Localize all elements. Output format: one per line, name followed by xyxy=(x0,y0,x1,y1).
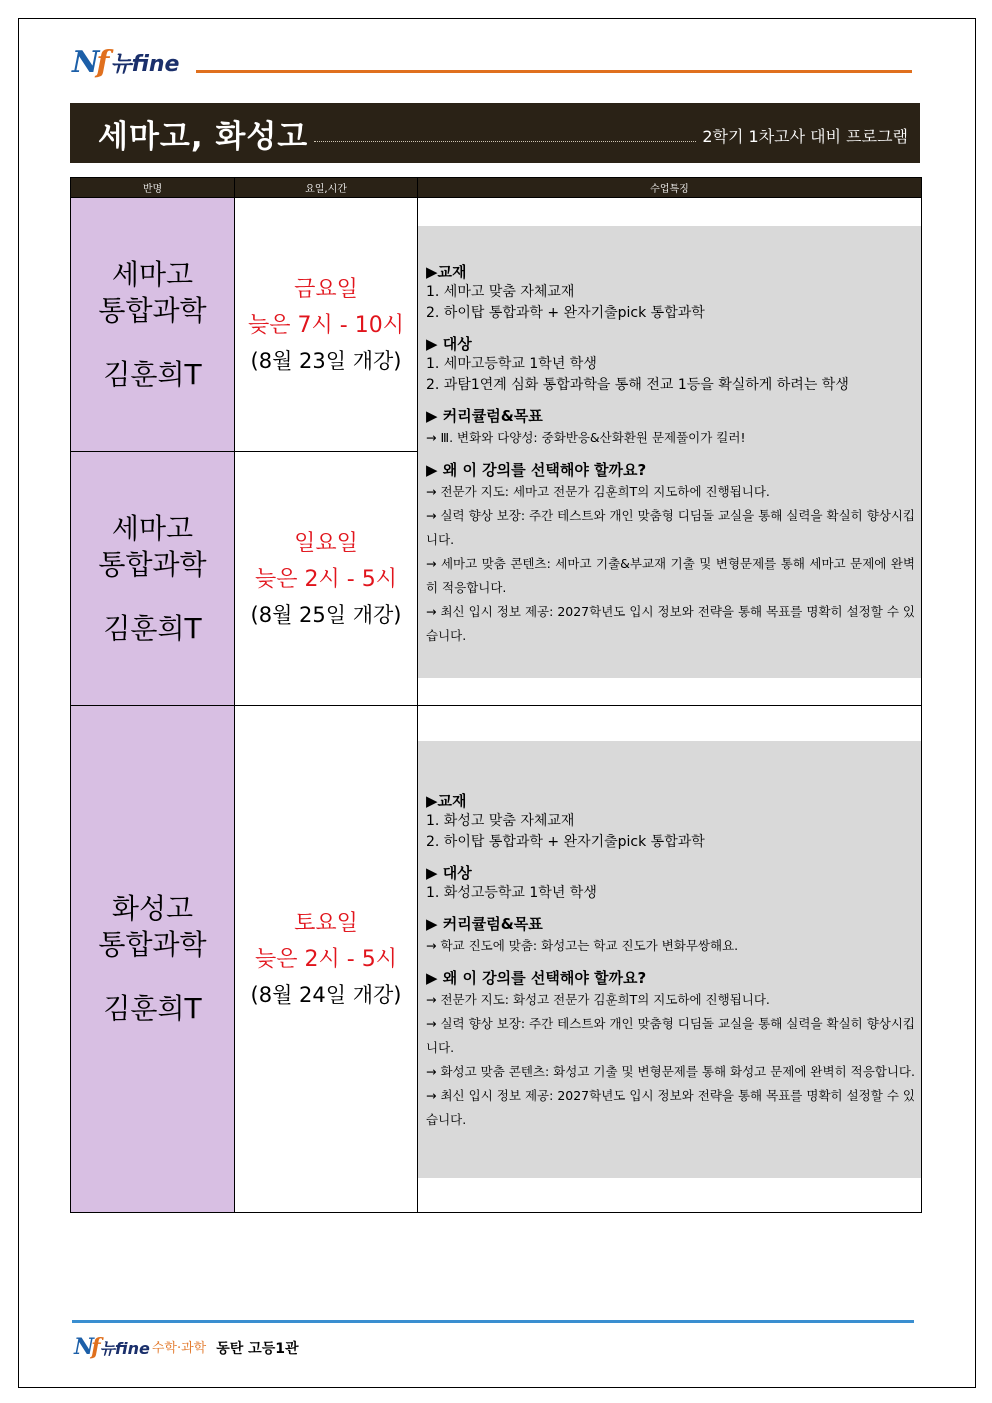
header-time: 요일,시간 xyxy=(235,178,418,198)
header-features: 수업특징 xyxy=(418,178,922,198)
why-item: → 화성고 맞춤 콘텐츠: 화성고 기출 및 변형문제를 통해 화성고 문제에 완벽히 적응합니다. xyxy=(426,1063,915,1079)
time-cell xyxy=(235,198,418,452)
class-open-date: (8월 23일 개강) xyxy=(250,348,402,373)
table-header-row xyxy=(71,178,922,198)
title-bar xyxy=(70,103,920,163)
class-open-date: (8월 24일 개강) xyxy=(250,983,402,1007)
curriculum-item: → Ⅲ. 변화와 다양성: 중화반응&산화환원 문제풀이가 킬러! xyxy=(426,429,746,445)
class-cell xyxy=(71,706,235,1213)
footer-logo-word: 뉴fine xyxy=(99,1339,150,1358)
features-box xyxy=(418,226,921,678)
table-row xyxy=(71,198,922,452)
header-rule xyxy=(196,70,912,73)
why-item: → 실력 향상 보장: 주간 테스트와 개인 맞춤형 디딤돌 교실을 통해 실력을 확실히 향상시킵니다. xyxy=(426,507,915,547)
logo-letter-n: N xyxy=(72,45,97,80)
class-day: 토요일 xyxy=(294,911,358,936)
class-school: 세마고 xyxy=(111,511,194,545)
curriculum-heading: ▶ 커리큘럼&목표 xyxy=(426,914,543,933)
logo-letter-f: f xyxy=(96,45,107,80)
target-heading: ▶ 대상 xyxy=(426,863,472,882)
curriculum-item: → 학교 진도에 맞춤: 화성고는 학교 진도가 변화무쌍해요. xyxy=(426,937,739,953)
curriculum-heading: ▶ 커리큘럼&목표 xyxy=(426,406,543,425)
class-subject: 통합과학 xyxy=(98,293,207,327)
logo-mark xyxy=(72,45,107,80)
class-subject: 통합과학 xyxy=(98,547,207,581)
target-item: 1. 세마고등학교 1학년 학생 xyxy=(426,355,597,372)
features-box xyxy=(418,741,921,1178)
class-cell xyxy=(71,198,235,452)
header-class: 반명 xyxy=(71,178,235,198)
table-row xyxy=(71,706,922,1213)
class-teacher: 김훈희T xyxy=(103,992,202,1025)
class-day: 금요일 xyxy=(294,276,358,302)
footer-subject: 수학·과학 xyxy=(151,1341,207,1356)
footer xyxy=(74,1336,299,1358)
why-item: → 실력 향상 보장: 주간 테스트와 개인 맞춤형 디딤돌 교실을 통해 실력을 확실히 향상시킵니다. xyxy=(426,1015,915,1055)
footer-branch: 동탄 고등1관 xyxy=(216,1341,299,1357)
features-cell xyxy=(418,198,922,706)
class-teacher: 김훈희T xyxy=(103,357,202,391)
textbook-item: 1. 세마고 맞춤 자체교재 xyxy=(426,283,575,300)
class-hours: 늦은 2시 - 5시 xyxy=(255,947,397,972)
target-item: 2. 과탐1연계 심화 통합과학을 통해 전교 1등을 확실하게 하려는 학생 xyxy=(426,376,849,393)
class-open-date: (8월 25일 개강) xyxy=(250,602,402,627)
why-item: → 최신 입시 정보 제공: 2027학년도 입시 정보와 전략을 통해 목표를 명확히 설정할 수 있습니다. xyxy=(426,603,915,643)
why-item: → 전문가 지도: 화성고 전문가 김훈희T의 지도하에 진행됩니다. xyxy=(426,991,770,1007)
target-heading: ▶ 대상 xyxy=(426,334,472,353)
class-school: 화성고 xyxy=(111,892,194,925)
title-leader-dots xyxy=(314,141,696,142)
class-hours: 늦은 7시 - 10시 xyxy=(248,312,404,338)
class-school: 세마고 xyxy=(111,257,194,291)
textbook-item: 1. 화성고 맞춤 자체교재 xyxy=(426,812,575,829)
footer-logo-letter-n: N xyxy=(74,1334,92,1360)
textbook-heading: ▶교재 xyxy=(426,262,467,281)
why-item: → 전문가 지도: 세마고 전문가 김훈희T의 지도하에 진행됩니다. xyxy=(426,483,770,499)
class-day: 일요일 xyxy=(294,530,358,556)
why-item: → 최신 입시 정보 제공: 2027학년도 입시 정보와 전략을 통해 목표를 명확히 설정할 수 있습니다. xyxy=(426,1087,915,1127)
footer-rule xyxy=(72,1320,914,1323)
features-cell xyxy=(418,706,922,1213)
textbook-item: 2. 하이탑 통합과학 + 완자기출pick 통합과학 xyxy=(426,304,705,321)
time-cell xyxy=(235,452,418,706)
class-teacher: 김훈희T xyxy=(103,611,202,645)
why-heading: ▶ 왜 이 강의를 선택해야 할까요? xyxy=(426,460,647,479)
footer-logo-mark xyxy=(74,1336,98,1358)
schedule-table xyxy=(70,177,922,1213)
page-title: 세마고, 화성고 xyxy=(98,118,309,155)
class-hours: 늦은 2시 - 5시 xyxy=(255,566,397,592)
class-subject: 통합과학 xyxy=(98,928,207,961)
page-subtitle: 2학기 1차고사 대비 프로그램 xyxy=(702,126,908,146)
brand-logo xyxy=(72,45,180,80)
why-heading: ▶ 왜 이 강의를 선택해야 할까요? xyxy=(426,968,647,987)
textbook-item: 2. 하이탑 통합과학 + 완자기출pick 통합과학 xyxy=(426,833,705,850)
logo-word: 뉴fine xyxy=(110,52,180,77)
class-cell xyxy=(71,452,235,706)
time-cell xyxy=(235,706,418,1213)
footer-logo-letter-f: f xyxy=(91,1334,98,1360)
target-item: 1. 화성고등학교 1학년 학생 xyxy=(426,884,597,901)
textbook-heading: ▶교재 xyxy=(426,791,467,810)
why-item: → 세마고 맞춤 콘텐츠: 세마고 기출&부교재 기출 및 변형문제를 통해 세마고 문제에 완벽히 적응합니다. xyxy=(426,555,915,595)
